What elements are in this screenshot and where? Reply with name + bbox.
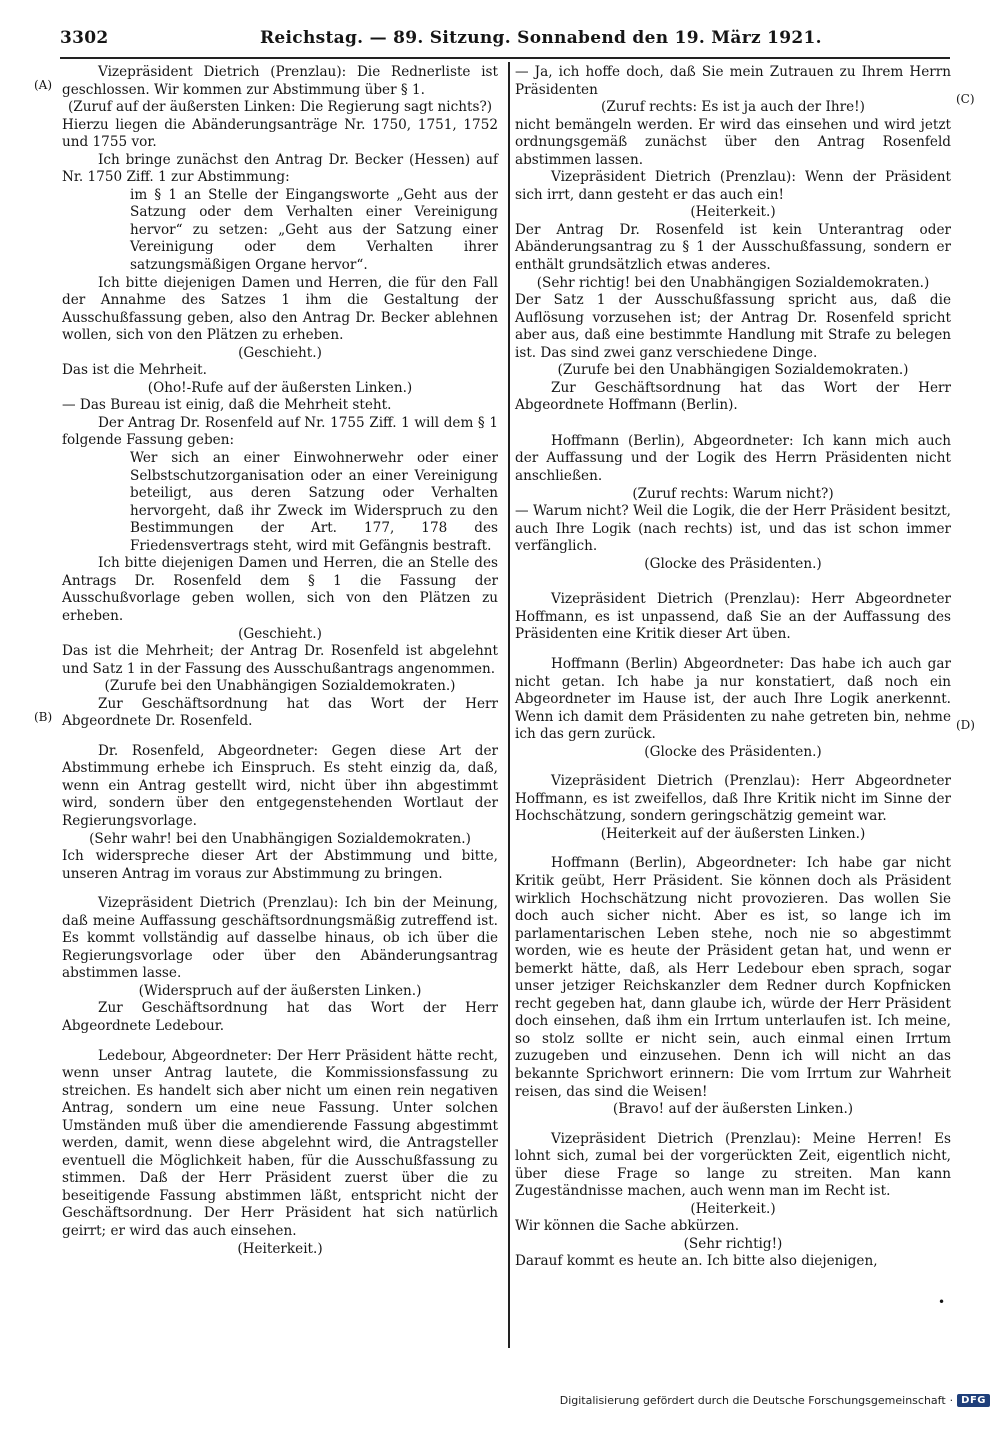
paragraph: Ich bringe zunächst den Antrag Dr. Becker (Hessen) auf Nr. 1750 Ziff. 1 zur Abstimmung: bbox=[62, 151, 498, 186]
stage-direction: (Zuruf rechts: Warum nicht?) bbox=[632, 485, 834, 502]
stage-direction: (Heiterkeit.) bbox=[690, 204, 776, 221]
footer-text: Digitalisierung gefördert durch die Deutsche Forschungsgemeinschaft bbox=[559, 1393, 946, 1407]
header-rule bbox=[60, 57, 950, 59]
margin-marker-b: (B) bbox=[34, 710, 53, 724]
stage-direction: (Geschieht.) bbox=[238, 344, 322, 361]
paragraph: Zur Geschäftsordnung hat das Wort der Herr Abgeordnete Hoffmann (Berlin). bbox=[515, 379, 951, 414]
paragraph: Hoffmann (Berlin) Abgeordneter: Das habe ich auch gar nicht getan. Ich habe ja nur konstatiert, daß noch ein Abgeordneter im Hause ist, der auch Ihre Logik anerkennt. Wenn ich damit dem Präsidenten zu nahe getreten bin, nehme ich das gern zurück. bbox=[515, 655, 951, 743]
paragraph-spacer bbox=[62, 883, 498, 895]
paragraph: Vizepräsident Dietrich (Prenzlau): Ich bin der Meinung, daß meine Auffassung geschäftsordnungsmäßig zutreffend ist. Es kommt vollständig auf dasselbe hinaus, ob ich über die Regierungsvorlage oder über den Abänderungsantrag abstimmen lasse. bbox=[62, 895, 498, 982]
stage-direction: (Zuruf rechts: Es ist ja auch der Ihre!) bbox=[601, 99, 865, 116]
stage-direction: (Sehr richtig! bei den Unabhängigen Sozialdemokraten.) bbox=[536, 274, 930, 291]
stage-direction: (Heiterkeit.) bbox=[237, 1240, 323, 1257]
paragraph: nicht bemängeln werden. Er wird das einsehen und wird jetzt ordnungsgemäß zunächst über den Antrag Rosenfeld abstimmen lassen. bbox=[515, 116, 951, 168]
paragraph: Vizepräsident Dietrich (Prenzlau): Meine Herren! Es lohnt sich, zumal bei der vorgerückten Zeit, eigentlich nicht, über diese Frage so lange zu streiten. Man kann Zugeständnisse machen, auch wenn man im Recht ist. bbox=[515, 1130, 951, 1200]
stage-direction: (Zurufe bei den Unabhängigen Sozialdemokraten.) bbox=[104, 678, 456, 695]
paragraph: Wir können die Sache abkürzen. bbox=[515, 1218, 740, 1235]
footer-credit bbox=[560, 1391, 990, 1409]
column-divider bbox=[508, 62, 510, 1348]
paragraph: — Warum nicht? Weil die Logik, die der Herr Präsident besitzt, auch Ihre Logik (nach rechts) ist, und das ist schon immer verfänglich. bbox=[515, 503, 951, 555]
dfg-logo: DFG bbox=[957, 1394, 990, 1407]
paragraph-spacer bbox=[515, 1119, 951, 1131]
stage-direction: (Glocke des Präsidenten.) bbox=[644, 555, 822, 572]
paragraph: Ledebour, Abgeordneter: Der Herr Präsident hätte recht, wenn unser Antrag lautete, die Kommissionsfassung zu streichen. Es handelt sich aber nicht um einen rein negativen Antrag, sondern um eine neue Fassung. Unter solchen Umständen muß über die amendierende Fassung abgestimmt werden, damit, wenn diese abgelehnt wird, die Antragsteller eventuell die Möglichkeit haben, für die Ausschußfassung zu stimmen. Daß der Herr Präsident zuerst über die zu beseitigende Fassung abstimmen läßt, entspricht nicht der Geschäftsordnung. Der Herr Präsident hat sich natürlich geirrt; er wird das auch einsehen. bbox=[62, 1047, 498, 1239]
stage-direction: (Bravo! auf der äußersten Linken.) bbox=[612, 1101, 854, 1118]
paragraph: Dr. Rosenfeld, Abgeordneter: Gegen diese Art der Abstimmung erhebe ich Einspruch. Es steht einzig da, daß, wenn ein Antrag gestellt wird, nicht über ihn abgestimmt wird, sondern über den entgegenstehenden Wortlaut der Regierungsvorlage. bbox=[62, 742, 498, 829]
stage-direction: (Heiterkeit.) bbox=[690, 1200, 776, 1217]
stage-direction: (Sehr richtig!) bbox=[683, 1235, 783, 1252]
paragraph: Darauf kommt es heute an. Ich bitte also diejenigen, bbox=[515, 1253, 878, 1270]
paragraph: Der Satz 1 der Ausschußfassung spricht aus, daß die Auflösung vorzusehen ist; der Antrag Dr. Rosenfeld spricht aber aus, daß eine bestimmte Handlung mit Strafe zu belegen ist. Das sind zwei ganz verschiedene Dinge. bbox=[515, 292, 951, 361]
stage-direction: (Heiterkeit auf der äußersten Linken.) bbox=[600, 825, 866, 842]
stage-direction: (Widerspruch auf der äußersten Linken.) bbox=[138, 982, 422, 999]
page-header bbox=[60, 28, 950, 54]
margin-marker-d: (D) bbox=[956, 718, 975, 732]
paragraph-spacer bbox=[515, 415, 951, 433]
paragraph-spacer bbox=[62, 731, 498, 743]
paragraph-spacer bbox=[62, 1036, 498, 1048]
paragraph: Der Antrag Dr. Rosenfeld auf Nr. 1755 Ziff. 1 will dem § 1 folgende Fassung geben: bbox=[62, 414, 498, 449]
paragraph: Hoffmann (Berlin), Abgeordneter: Ich habe gar nicht Kritik geübt, Herr Präsident. Sie können doch als Präsident wirklich Hochschätzung nicht provozieren. Das wollen Sie doch auch sicher nicht. Aber es ist, so lange ich im parlamentarischen Leben stehe, noch nie so abgestimmt worden, wie es heute der Präsident getan hat, und wenn er bemerkt hätte, daß, als Herr Ledebour eben sprach, sogar unser jetziger Reichskanzler dem Redner durch Kopfnicken recht gegeben hat, dann glaube ich, würde der Herr Präsident doch einsehen, daß ihm ein Irrtum unterlaufen ist. Ich meine, so stolz sollte er nicht sein, auch einmal einen Irrtum zuzugeben und einzusehen. Denn ich will nicht an das bekannte Sprichwort erinnern: Die vom Irrtum zur Wahrheit reisen, das sind die Weisen! bbox=[515, 855, 951, 1100]
paragraph: Wer sich an einer Einwohnerwehr oder einer Selbstschutzorganisation oder an einer Vereinigung beteiligt, aus deren Satzung oder Verhalten hervorgeht, daß ihr Zweck im Widerspruch zu den Bestimmungen der Art. 177, 178 des Friedensvertrags steht, wird mit Gefängnis bestraft. bbox=[130, 450, 498, 554]
paragraph-spacer bbox=[515, 644, 951, 656]
paragraph: Hoffmann (Berlin), Abgeordneter: Ich kann mich auch der Auffassung und der Logik des Herrn Präsidenten nicht anschließen. bbox=[515, 432, 951, 485]
stage-direction: (Oho!-Rufe auf der äußersten Linken.) bbox=[147, 379, 413, 396]
paragraph: Vizepräsident Dietrich (Prenzlau): Die Rednerliste ist geschlossen. Wir kommen zur Abstimmung über § 1. bbox=[62, 64, 498, 98]
paragraph: Ich bitte diejenigen Damen und Herren, die für den Fall der Annahme des Satzes 1 ihm die Gestaltung der Ausschußfassung geben, also den Antrag Dr. Becker ablehnen wollen, sich von den Plätzen zu erheben. bbox=[62, 274, 498, 344]
paragraph-spacer bbox=[515, 843, 951, 855]
right-column bbox=[515, 64, 951, 1271]
paragraph: Hierzu liegen die Abänderungsanträge Nr. 1750, 1751, 1752 und 1755 vor. bbox=[62, 116, 498, 151]
paragraph: Zur Geschäftsordnung hat das Wort der Herr Abgeordnete Ledebour. bbox=[62, 1000, 498, 1034]
paragraph-spacer bbox=[515, 761, 951, 773]
paragraph: Vizepräsident Dietrich (Prenzlau): Wenn der Präsident sich irrt, dann gesteht er das auch ein! bbox=[515, 169, 951, 203]
paragraph: im § 1 an Stelle der Eingangsworte „Geht aus der Satzung oder dem Verhalten einer Vereinigung hervor“ zu setzen: „Geht aus der Satzung einer Vereinigung oder dem Verhalten ihrer satzungsmäßigen Organe hervor“. bbox=[130, 186, 498, 274]
page-running-title: Reichstag. — 89. Sitzung. Sonnabend den 19. März 1921. bbox=[260, 28, 822, 48]
paragraph: Vizepräsident Dietrich (Prenzlau): Herr Abgeordneter Hoffmann, es ist unpassend, daß Sie an der Auffassung des Präsidenten eine Kritik dieser Art üben. bbox=[515, 591, 951, 643]
stage-direction: (Sehr wahr! bei den Unabhängigen Sozialdemokraten.) bbox=[89, 830, 471, 847]
paragraph: Das ist die Mehrheit. bbox=[62, 362, 207, 379]
paragraph: Zur Geschäftsordnung hat das Wort der Herr Abgeordnete Dr. Rosenfeld. bbox=[62, 695, 498, 730]
paragraph: Ich widerspreche dieser Art der Abstimmung und bitte, unseren Antrag im voraus zur Abstimmung zu bringen. bbox=[62, 848, 498, 882]
paragraph-spacer bbox=[515, 573, 951, 591]
page-number: 3302 bbox=[60, 28, 109, 48]
left-column bbox=[62, 64, 498, 1258]
stage-direction: (Zurufe bei den Unabhängigen Sozialdemokraten.) bbox=[557, 362, 909, 379]
speck-mark: • bbox=[938, 1295, 946, 1309]
paragraph: Vizepräsident Dietrich (Prenzlau): Herr Abgeordneter Hoffmann, es ist zweifellos, daß Ihre Kritik nicht im Sinne der Hochschätzung, sondern geringschätzig gemeint war. bbox=[515, 773, 951, 825]
stage-direction: (Zuruf auf der äußersten Linken: Die Regierung sagt nichts?) bbox=[67, 99, 493, 116]
paragraph: — Das Bureau ist einig, daß die Mehrheit steht. bbox=[62, 397, 392, 414]
paragraph: — Ja, ich hoffe doch, daß Sie mein Zutrauen zu Ihrem Herrn Präsidenten bbox=[515, 64, 951, 98]
stage-direction: (Glocke des Präsidenten.) bbox=[644, 743, 822, 760]
margin-marker-c: (C) bbox=[956, 92, 975, 106]
paragraph: Der Antrag Dr. Rosenfeld ist kein Unterantrag oder Abänderungsantrag zu § 1 der Ausschußfassung, sondern er enthält grundsätzlich etwas anderes. bbox=[515, 221, 951, 274]
stage-direction: (Geschieht.) bbox=[238, 625, 322, 642]
margin-marker-a: (A) bbox=[34, 78, 53, 92]
paragraph: Das ist die Mehrheit; der Antrag Dr. Rosenfeld ist abgelehnt und Satz 1 in der Fassung des Ausschußantrags angenommen. bbox=[62, 643, 498, 677]
footer-separator: · bbox=[949, 1393, 954, 1407]
paragraph: Ich bitte diejenigen Damen und Herren, die an Stelle des Antrags Dr. Rosenfeld dem § 1 die Fassung der Ausschußvorlage geben wollen, sich von den Plätzen zu erheben. bbox=[62, 555, 498, 624]
